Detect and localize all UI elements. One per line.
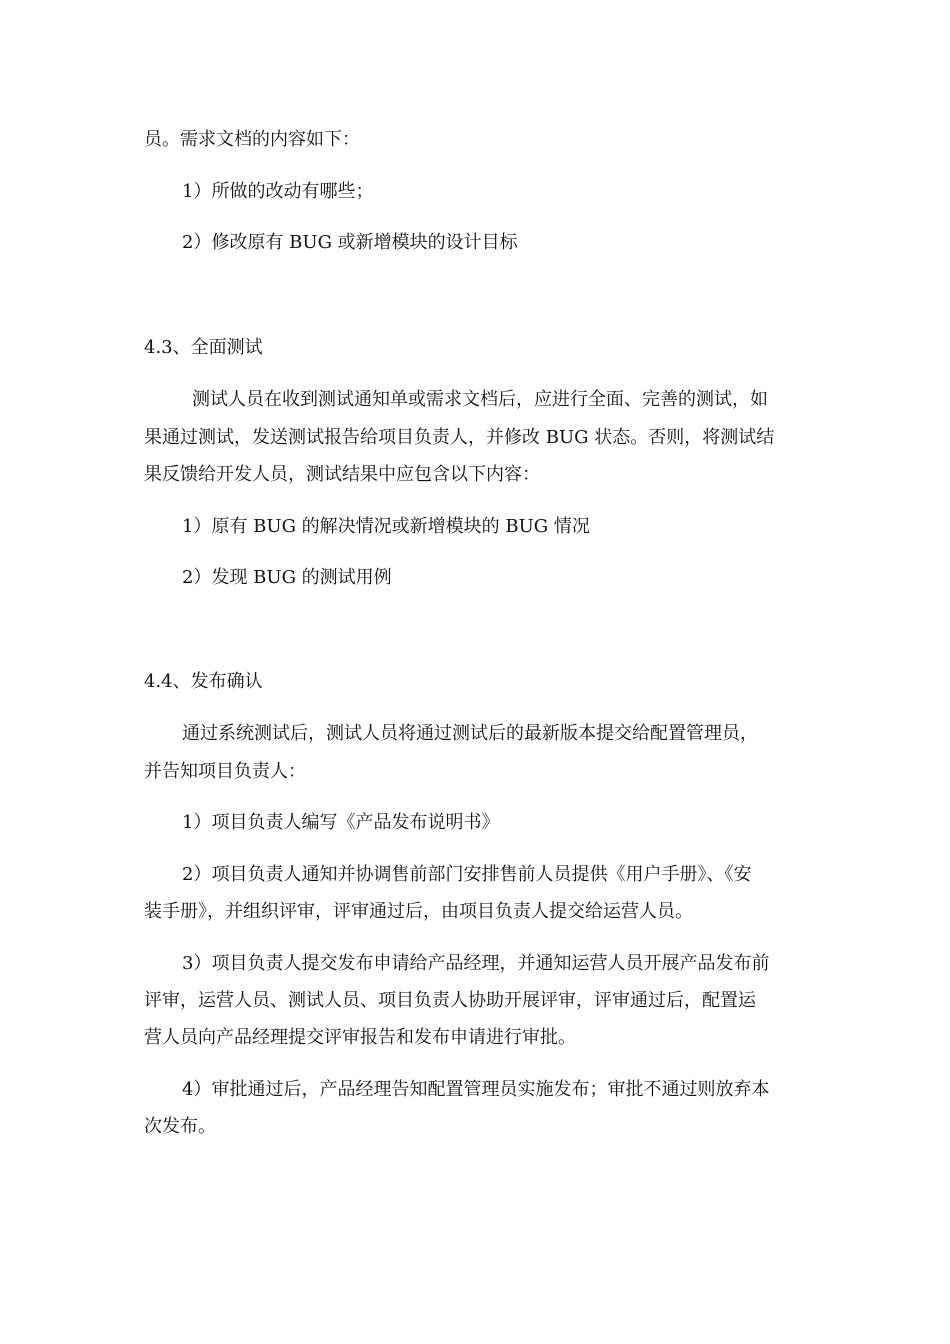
section-4-3-heading: 4.3、全面测试	[144, 337, 263, 358]
intro-item-2: 2）修改原有 BUG 或新增模块的设计目标	[182, 232, 518, 253]
intro-line: 员。需求文档的内容如下：	[144, 129, 360, 150]
section-4-4-item-3-line-2: 评审，运营人员、测试人员、项目负责人协助开展评审，评审通过后，配置运	[144, 990, 756, 1011]
section-4-3-item-1: 1）原有 BUG 的解决情况或新增模块的 BUG 情况	[182, 516, 590, 537]
section-4-4-para-line-2: 并告知项目负责人：	[144, 761, 306, 782]
section-4-4-item-1: 1）项目负责人编写《产品发布说明书》	[182, 812, 500, 833]
section-4-4-item-3-line-3: 营人员向产品经理提交评审报告和发布申请进行审批。	[144, 1027, 576, 1048]
section-4-3-item-2: 2）发现 BUG 的测试用例	[182, 567, 392, 588]
section-4-3-para-line-2: 果通过测试，发送测试报告给项目负责人，并修改 BUG 状态。否则，将测试结	[144, 427, 775, 448]
section-4-4-para-line-1: 通过系统测试后，测试人员将通过测试后的最新版本提交给配置管理员，	[182, 723, 758, 744]
section-4-4-item-4-line-1: 4）审批通过后，产品经理告知配置管理员实施发布；审批不通过则放弃本	[182, 1079, 770, 1100]
intro-item-1: 1）所做的改动有哪些；	[182, 181, 374, 202]
section-4-3-para-line-3: 果反馈给开发人员，测试结果中应包含以下内容：	[144, 464, 540, 485]
section-4-4-item-4-line-2: 次发布。	[144, 1116, 216, 1137]
section-4-4-item-2-line-1: 2）项目负责人通知并协调售前部门安排售前人员提供《用户手册》、《安	[182, 864, 752, 885]
section-4-4-item-3-line-1: 3）项目负责人提交发布申请给产品经理，并通知运营人员开展产品发布前	[182, 953, 770, 974]
section-4-4-heading: 4.4、发布确认	[144, 671, 263, 692]
section-4-4-item-2-line-2: 装手册》，并组织评审，评审通过后，由项目负责人提交给运营人员。	[144, 901, 693, 922]
section-4-3-para-line-1: 测试人员在收到测试通知单或需求文档后，应进行全面、完善的测试，如	[192, 389, 768, 410]
